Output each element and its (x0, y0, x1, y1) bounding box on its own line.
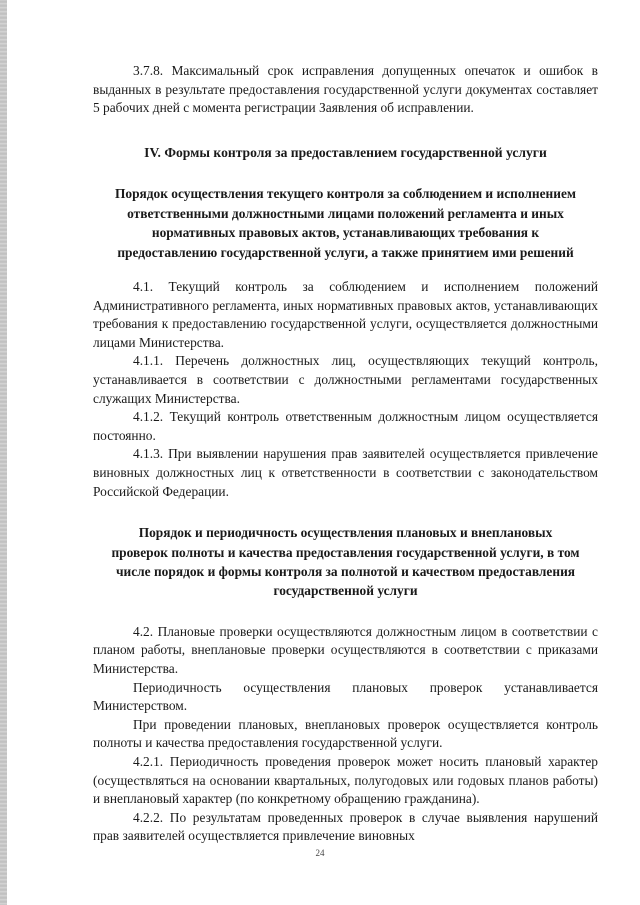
subsection-current-control-body (93, 278, 598, 501)
section-iv-title: IV. Формы контроля за предоставлением государственной услуги (144, 144, 547, 160)
paragraph-inspection-control: При проведении плановых, внеплановых проверок осуществляется контроль полноты и качества предоставления государственной услуги. (93, 716, 598, 751)
subsection-current-control-title: Порядок осуществления текущего контроля за соблюдением и исполнением ответственными должностными лицами положений регламента и иных нормативных правовых актов, устанавливающих требования к предоставлению государственной услуги, а также принятием ими решений (114, 186, 577, 260)
paragraph-3-7-8: 3.7.8. Максимальный срок исправления допущенных опечаток и ошибок в выданных в результате предоставления государственной услуги документах составляет 5 рабочих дней с момента регистрации Заявления об исправлении. (93, 63, 598, 116)
subsection-inspections-body (93, 623, 598, 846)
document-page (93, 62, 598, 846)
paragraph-4-1: 4.1. Текущий контроль за соблюдением и исполнением положений Административного регламента, иных нормативных правовых актов, устанавливающих требования к предоставлению государственной услуги, осуществляется должностными лицами Министерства. (93, 279, 598, 350)
scan-edge (0, 0, 7, 905)
paragraph-4-2: 4.2. Плановые проверки осуществляются должностным лицом в соответствии с планом работы, внеплановые проверки осуществляются в соответствии с приказами Министерства. (93, 623, 598, 676)
paragraph-4-2-2: 4.2.2. По результатам проведенных проверок в случае выявления нарушений прав заявителей осуществляется привлечение виновных (93, 809, 598, 844)
page-number: 24 (315, 848, 325, 858)
paragraph-4-1-1: 4.1.1. Перечень должностных лиц, осуществляющих текущий контроль, устанавливается в соответствии с должностными регламентами государственных служащих Министерства. (93, 353, 598, 406)
paragraph-periodicity: Периодичность осуществления плановых проверок устанавливается Министерством. (93, 679, 598, 714)
paragraph-4-2-1: 4.2.1. Периодичность проведения проверок может носить плановый характер (осуществляться на основании квартальных, полугодовых или годовых планов работы) и внеплановый характер (по конкретному обращению гражданина). (93, 753, 598, 807)
subsection-inspections-title: Порядок и периодичность осуществления плановых и внеплановых проверок полноты и качества предоставления государственной услуги, в том числе порядок и формы контроля за полнотой и качеством предоставления государственной услуги (111, 525, 580, 599)
paragraph-4-1-2: 4.1.2. Текущий контроль ответственным должностным лицом осуществляется постоянно. (93, 409, 598, 443)
paragraph-4-1-3: 4.1.3. При выявлении нарушения прав заявителей осуществляется привлечение виновных должностных лиц к ответственности в соответствии с законодательством Российской Федерации. (93, 446, 598, 499)
